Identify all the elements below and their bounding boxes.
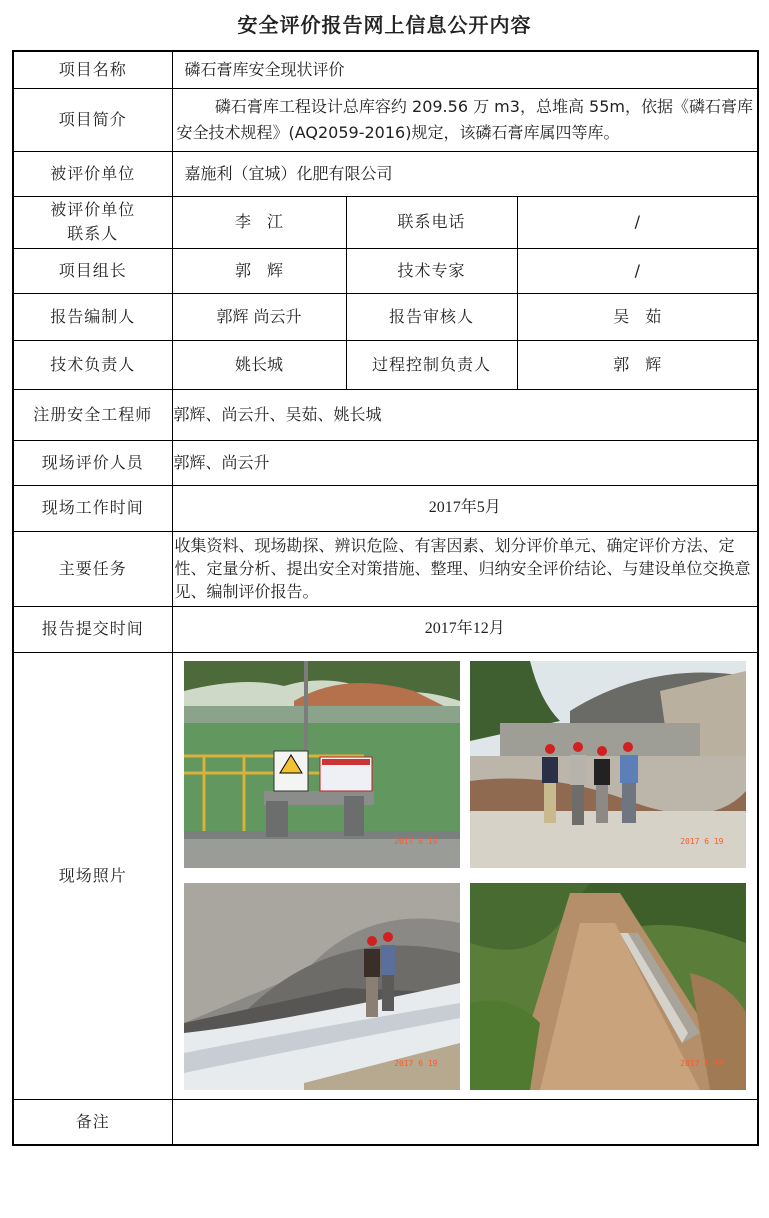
row-unit-contact bbox=[13, 196, 758, 248]
row-tech-lead bbox=[13, 340, 758, 389]
unit-contact-label-line2: 联系人 bbox=[67, 224, 119, 243]
unit-contact-value: 李 江 bbox=[172, 196, 346, 248]
engineers-value: 郭辉、尚云升、吴茹、姚长城 bbox=[172, 389, 758, 440]
row-field-staff bbox=[13, 440, 758, 485]
expert-value: / bbox=[517, 248, 758, 293]
page-title: 安全评价报告网上信息公开内容 bbox=[237, 13, 532, 37]
row-project-name bbox=[13, 51, 758, 88]
photos-cell bbox=[172, 652, 758, 1099]
evaluated-unit-value: 嘉施利（宜城）化肥有限公司 bbox=[172, 151, 758, 196]
project-intro-value: 磷石膏库工程设计总库容约 209.56 万 m3，总堆高 55m，依据《磷石膏库安全技术规程》(AQ2059-2016)规定，该磷石膏库属四等库。 bbox=[176, 96, 754, 142]
unit-contact-label bbox=[13, 196, 172, 248]
remarks-label: 备注 bbox=[13, 1099, 172, 1145]
photo-stamp: 2017 6 19 bbox=[394, 1058, 438, 1068]
site-photo-drainage-channel bbox=[470, 883, 746, 1090]
row-compiler bbox=[13, 293, 758, 340]
project-name-value: 磷石膏库安全现状评价 bbox=[172, 51, 758, 88]
site-photo-reservoir bbox=[184, 661, 460, 868]
unit-contact-label-line1: 被评价单位 bbox=[50, 200, 136, 219]
remarks-value bbox=[172, 1099, 758, 1145]
process-control-label: 过程控制负责人 bbox=[346, 340, 517, 389]
submit-time-value: 2017年12月 bbox=[172, 606, 758, 652]
compiler-label: 报告编制人 bbox=[13, 293, 172, 340]
row-remarks bbox=[13, 1099, 758, 1145]
main-tasks-value: 收集资料、现场勘探、辨识危险、有害因素、划分评价单元、确定评价方法、定性、定量分析、提出安全对策措施、整理、归纳安全评价结论、与建设单位交换意见、编制评价报告。 bbox=[174, 536, 751, 601]
reviewer-label: 报告审核人 bbox=[346, 293, 517, 340]
field-staff-value: 郭辉、尚云升 bbox=[172, 440, 758, 485]
field-staff-label: 现场评价人员 bbox=[13, 440, 172, 485]
field-time-label: 现场工作时间 bbox=[13, 485, 172, 531]
row-submit-time bbox=[13, 606, 758, 652]
photo-stamp: 2017 6 19 bbox=[394, 836, 438, 846]
main-tasks-label: 主要任务 bbox=[13, 531, 172, 606]
submit-time-label: 报告提交时间 bbox=[13, 606, 172, 652]
project-intro-label: 项目简介 bbox=[13, 88, 172, 151]
team-leader-label: 项目组长 bbox=[13, 248, 172, 293]
team-leader-value: 郭 辉 bbox=[172, 248, 346, 293]
project-intro-cell bbox=[172, 88, 758, 151]
site-photo-inspection-team bbox=[470, 661, 746, 868]
compiler-value: 郭辉 尚云升 bbox=[172, 293, 346, 340]
photo-stamp: 2017 6 19 bbox=[680, 836, 724, 846]
project-name-label: 项目名称 bbox=[13, 51, 172, 88]
evaluated-unit-label: 被评价单位 bbox=[13, 151, 172, 196]
phone-value: / bbox=[517, 196, 758, 248]
photo-grid bbox=[173, 653, 758, 1099]
phone-label: 联系电话 bbox=[346, 196, 517, 248]
row-field-time bbox=[13, 485, 758, 531]
row-evaluated-unit bbox=[13, 151, 758, 196]
main-tasks-cell bbox=[172, 531, 758, 606]
tech-lead-value: 姚长城 bbox=[172, 340, 346, 389]
engineers-label: 注册安全工程师 bbox=[13, 389, 172, 440]
photo-stamp: 2017 6 19 bbox=[680, 1058, 724, 1068]
process-control-value: 郭 辉 bbox=[517, 340, 758, 389]
field-time-value: 2017年5月 bbox=[172, 485, 758, 531]
row-main-tasks bbox=[13, 531, 758, 606]
row-project-intro bbox=[13, 88, 758, 151]
tech-lead-label: 技术负责人 bbox=[13, 340, 172, 389]
info-table bbox=[12, 50, 759, 1146]
row-photos bbox=[13, 652, 758, 1099]
photos-label: 现场照片 bbox=[13, 652, 172, 1099]
reviewer-value: 吴 茹 bbox=[517, 293, 758, 340]
row-engineers bbox=[13, 389, 758, 440]
row-team-leader bbox=[13, 248, 758, 293]
site-photo-gypsum-pile bbox=[184, 883, 460, 1090]
expert-label: 技术专家 bbox=[346, 248, 517, 293]
